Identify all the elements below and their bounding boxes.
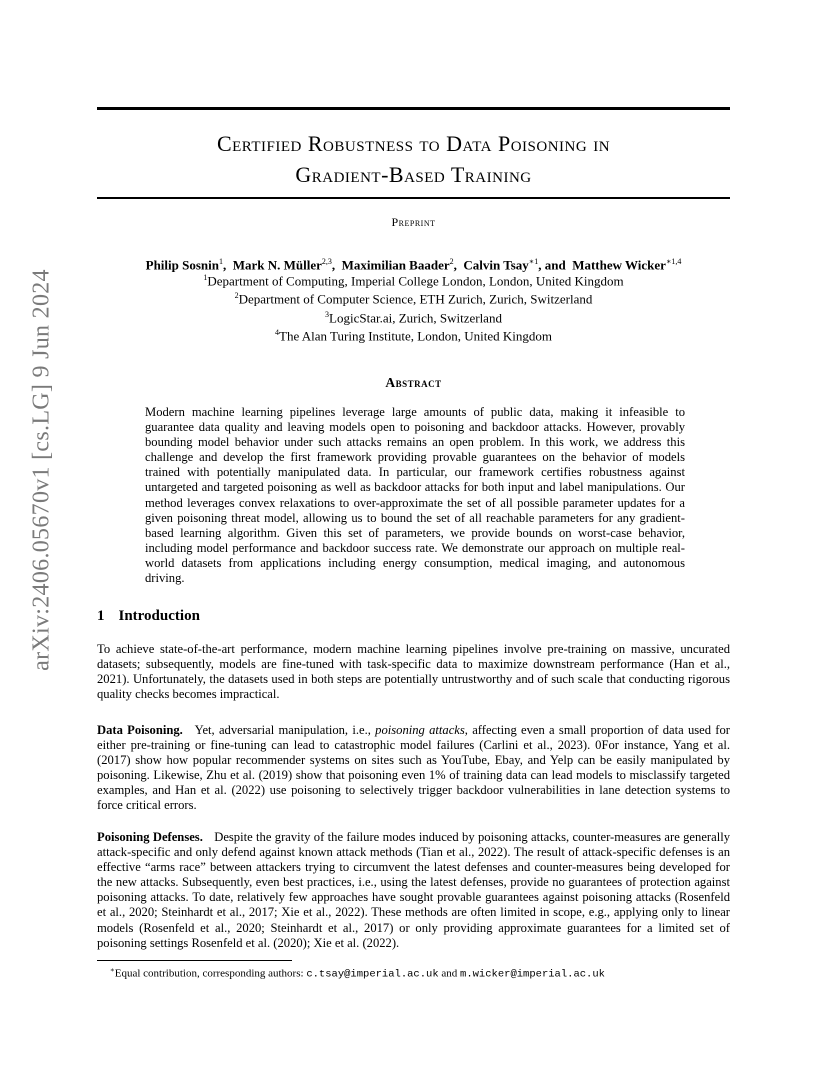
affiliation: $^3$LogicStar.ai, Zurich, Switzerland <box>325 309 502 325</box>
author-name: Matthew Wicker <box>572 257 666 273</box>
author-list: Philip Sosnin$^1$, Mark N. Müller$^{2,3}$, Maximilian Baader$^2$, Calvin Tsay$^{∗1}$, and Matthew Wicker$^{∗1,4}$ <box>145 257 682 273</box>
paper-title <box>97 128 730 190</box>
poisoning-defenses-paragraph: Poisoning Defenses. Despite the gravity of the failure modes induced by poisoning attacks, counter-measures are generally attack-specific and only defend against known attack methods (Tian et al., 2022). The result of attack-specific defenses is an effective “arms race” between attackers trying to circumvent the latest defenses and counter-measures being developed for the new attacks. Subsequently, even best practices, i.e., using the latest defenses, provide no guarantees of protection against poisoning attacks. To date, relatively few approaches have sought provable guarantees against poisoning attacks (Rosenfeld et al., 2020; Steinhardt et al., 2017; Xie et al., 2022). These methods are often limited in scope, e.g., applying only to linear models (Rosenfeld et al., 2020; Steinhardt et al., 2017) or only providing approximate guarantees for a limited set of poisoning settings Rosenfeld et al. (2020); Xie et al. (2022). <box>97 830 730 950</box>
email-link[interactable]: m.wicker@imperial.ac.uk <box>460 968 605 981</box>
paragraph-heading: Poisoning Defenses. <box>97 830 203 844</box>
section-heading <box>97 608 200 625</box>
paragraph-heading: Data Poisoning. <box>97 723 183 737</box>
affiliation: $^1$Department of Computing, Imperial College London, London, United Kingdom <box>203 273 624 289</box>
author-name: Calvin Tsay <box>463 257 529 273</box>
author-affiliation-mark: 2,3 <box>321 257 332 266</box>
data-poisoning-paragraph: Data Poisoning. Yet, adversarial manipulation, i.e., poisoning attacks, affecting even a small proportion of data used for either pre-training or fine-tuning can lead to catastrophic model failures (Carlini et al., 2023). 0For instance, Yang et al. (2017) show how popular recommender systems on sites such as YouTube, Ebay, and Yelp can be easily manipulated by poisoning. Likewise, Zhu et al. (2019) show that poisoning even 1% of training data can lead models to misclassify targeted examples, and Han et al. (2022) use poisoning to selectively trigger backdoor vulnerabilities in lane detection systems to force critical errors. <box>97 723 730 813</box>
title-line-2: Gradient-Based Training <box>295 162 532 187</box>
preprint-label: Preprint <box>391 215 436 229</box>
email-link[interactable]: c.tsay@imperial.ac.uk <box>306 968 439 981</box>
title-top-rule <box>97 107 730 110</box>
affiliation-list <box>97 270 730 343</box>
author-affiliation-mark: ∗1 <box>528 257 539 266</box>
author-name: Mark N. Müller <box>232 257 322 273</box>
author-conjunction: and <box>544 257 566 273</box>
footnote-rule <box>97 960 292 961</box>
footnote: ∗Equal contribution, corresponding authors: c.tsay@imperial.ac.uk and m.wicker@imperial.ac.uk <box>110 966 605 981</box>
affiliation: $^4$The Alan Turing Institute, London, United Kingdom <box>275 327 552 344</box>
abstract-text: Modern machine learning pipelines leverage large amounts of public data, making it infeasible to guarantee data quality and leaving models open to poisoning and backdoor attacks. However, provably bounding model behavior under such attacks remains an open problem. In this work, we address this challenge and develop the first framework providing provable guarantees on the behavior of models trained with potentially manipulated data. In particular, our framework certifies robustness against untargeted and targeted poisoning as well as backdoor attacks for both input and label manipulations. Our method leverages convex relaxations to over-approximate the set of all possible parameter updates for a given poisoning threat model, allowing us to bound the set of all reachable parameters for any gradient-based learning algorithm. Given this set of parameters, we provide bounds on worst-case behavior, including model performance and backdoor success rate. We demonstrate our approach on multiple real-world datasets from applications including energy consumption, medical imaging, and autonomous driving. <box>145 405 685 586</box>
section-title: Introduction <box>118 608 200 624</box>
title-line-1: Certified Robustness to Data Poisoning in <box>216 131 611 156</box>
author-affiliation-mark: ∗1,4 <box>665 257 682 266</box>
intro-paragraph: To achieve state-of-the-art performance, modern machine learning pipelines involve pre-training on massive, uncurated datasets; subsequently, models are fine-tuned with task-specific data to maximize downstream performance (Han et al., 2021). Unfortunately, the datasets used in both steps are potentially untrustworthy and of such scale that conducting rigorous quality checks becomes impractical. <box>97 642 730 702</box>
title-bottom-rule <box>97 197 730 199</box>
author-name: Philip Sosnin <box>145 257 219 273</box>
author-affiliation-mark: 1 <box>218 257 223 266</box>
arxiv-identifier-stamp: arXiv:2406.05670v1 [cs.LG] 9 Jun 2024 <box>28 269 55 671</box>
affiliation: $^2$Department of Computer Science, ETH Zurich, Zurich, Switzerland <box>234 291 593 307</box>
author-affiliation-mark: 2 <box>449 257 454 266</box>
abstract-heading: Abstract <box>385 375 442 390</box>
author-name: Maximilian Baader <box>341 257 450 273</box>
section-number: 1 <box>97 608 105 624</box>
